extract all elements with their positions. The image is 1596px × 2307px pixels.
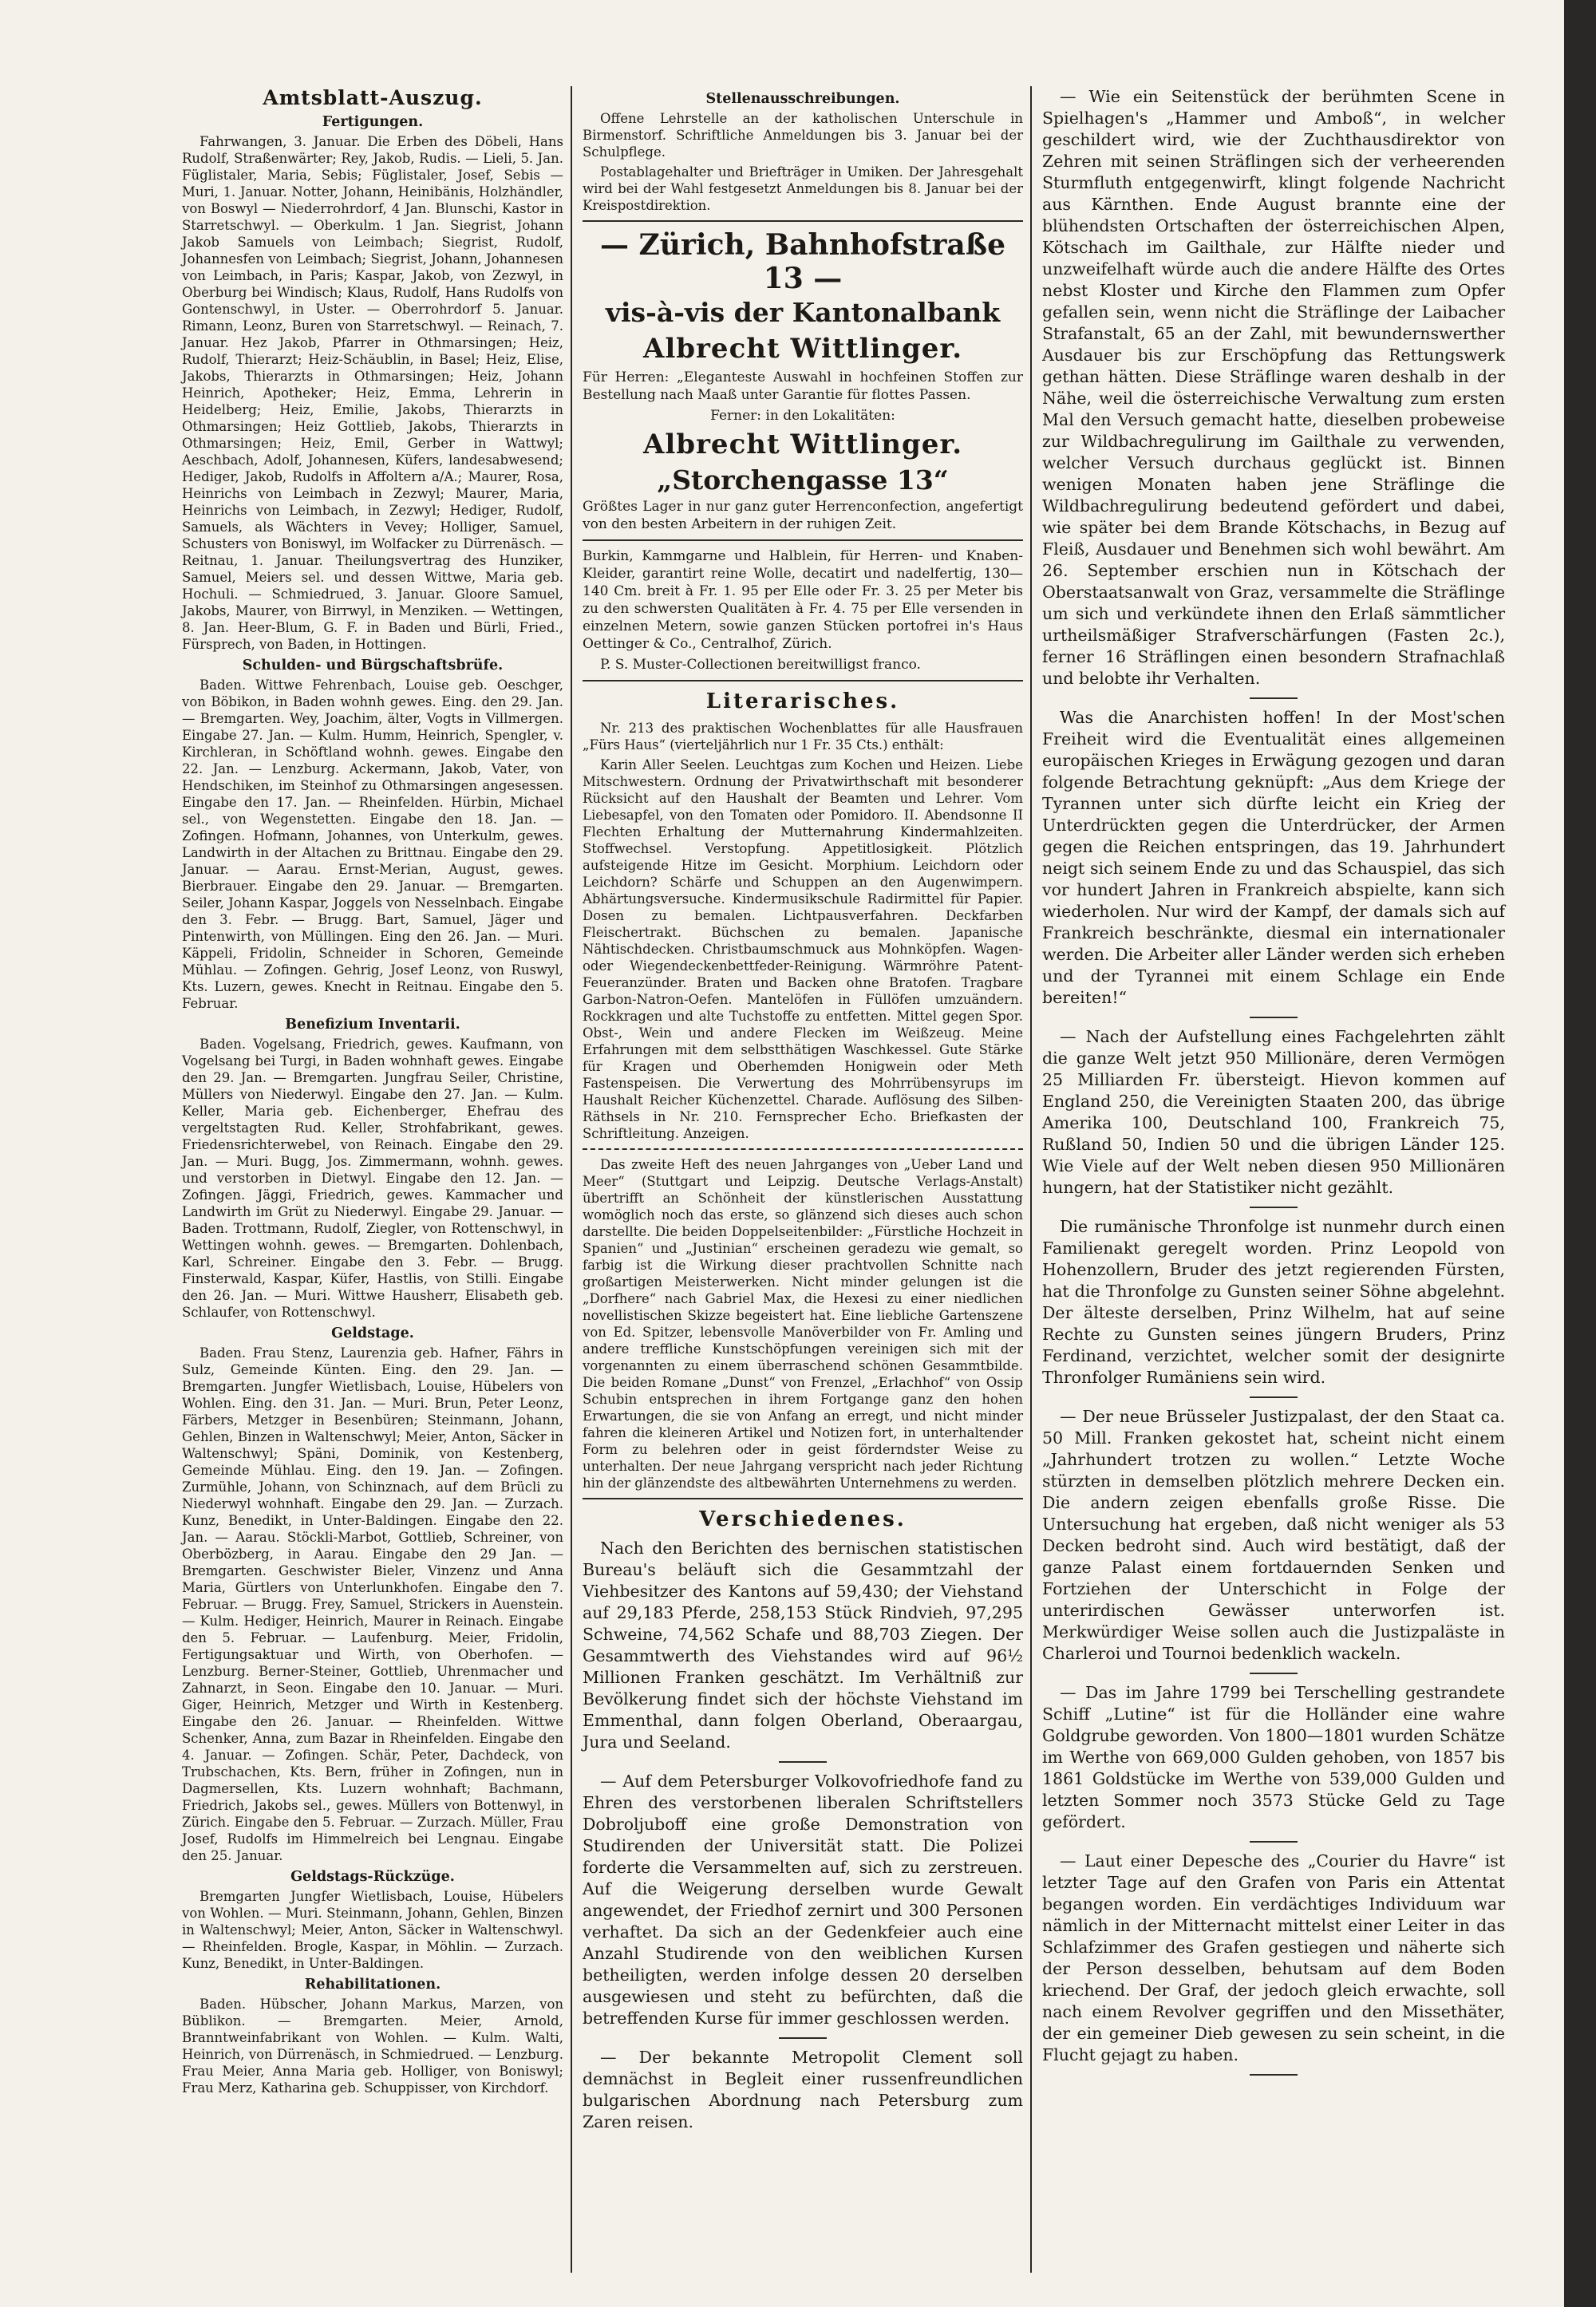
rueckzuege-heading: Geldstags-Rückzüge. xyxy=(290,1869,455,1885)
column-rule-right xyxy=(1030,86,1032,2273)
stellen-text-2: Postablagehalter und Briefträger in Umiken. Der Jahresgehalt wird bei der Wahl festgesetzt Anmeldungen bis 8. Januar bei der Kreispostdirektion. xyxy=(583,164,1023,213)
ad-ps-text: P. S. Muster-Collectionen bereitwilligst franco. xyxy=(600,657,921,673)
schulden-heading: Schulden- und Bürgschaftsbrüfe. xyxy=(242,658,504,674)
geldstage-heading: Geldstage. xyxy=(331,1325,414,1341)
schulden-text: Baden. Wittwe Fehrenbach, Louise geb. Oeschger, von Böbikon, in Baden wohnh gewes. Eing. den 29. Jan. — Bremgarten. Wey, Joachim, älter, Vogts in Villmergen. Eingabe 27. Jan. — Kulm. Humm, Heinrich, Spengler, v. Kirchleran, in Schöftland wohnh. gewes. Eingabe den 22. Jan. — Lenzburg. Ackermann, Jakob, Vater, von Hendschiken, im Steinhof zu Othmarsingen angesessen. Eingabe den 17. Jan. — Rheinfelden. Hürbin, Michael sel., von Wegenstetten. Eingabe den 18. Jan. — Zofingen. Hofmann, Johannes, von Unterkulm, gewes. Landwirth in der Altachen zu Brittnau. Eingabe den 29. Januar. — Aarau. Ernst-Merian, August, gewes. Bierbrauer. Eingabe den 29. Januar. — Bremgarten. Seiler, Johann Kaspar, Joggels von Nesselnbach. Eingabe den 3. Febr. — Brugg. Bart, Samuel, Jäger und Pintenwirth, von Müllingen. Eing den 26. Jan. — Muri. Käppeli, Fridolin, Schneider in Schoren, Gemeinde Mühlau. — Zofingen. Gehrig, Josef Leonz, von Ruswyl, Kts. Luzern, gewes. Knecht in Reitnau. Eingabe den 5. Februar. xyxy=(182,677,563,1011)
amtsblatt-title: Amtsblatt-Auszug. xyxy=(263,86,483,109)
short-divider xyxy=(779,2037,827,2039)
geldstage-text: Baden. Frau Stenz, Laurenzia geb. Hafner, Fährs in Sulz, Gemeinde Künten. Eing. den 29. Jan. — Bremgarten. Jungfer Wietlisbach, Louise, Hübelers von Wohlen. Eing. den 31. Jan. — Muri. Brun, Peter Leonz, Färbers, Metzger in Besenbüren; Steinmann, Johann, Gehlen, Binzen in Waltenschwyl; Meier, Anton, Säcker in Waltenschwyl; Späni, Dominik, von Kestenberg, Gemeinde Mühlau. Eing. den 19. Jan. — Zofingen. Zurmühle, Johann, von Schinznach, auf dem Brücli zu Niederwyl wohnhaft. Eingabe den 29. Jan. — Zurzach. Kunz, Benedikt, in Unter-Baldingen. Eingabe den 22. Jan. — Aarau. Stöckli-Marbot, Gottlieb, Schreiner, von Oberbözberg, in Aarau. Eingabe den 29 Jan. — Bremgarten. Geschwister Bieler, Vinzenz und Anna Maria, Gürtlers von Unterlunkhofen. Eingabe den 7. Februar. — Brugg. Frey, Samuel, Strickers in Auenstein. — Kulm. Hediger, Heinrich, Maurer in Reinach. Eingabe den 5. Februar. — Laufenburg. Meier, Fridolin, Fertigungsaktuar und Wirth, von Oberhofen. — Lenzburg. Berner-Steiner, Gottlieb, Uhrenmacher und Zahnarzt, in Seon. Eingabe den 10. Januar. — Muri. Giger, Heinrich, Metzger und Wirth in Kestenberg. Eingabe den 26. Januar. — Rheinfelden. Wittwe Schenker, Anna, zum Bazar in Rheinfelden. Eingabe den 4. Januar. — Zofingen. Schär, Peter, Dachdeck, von Trubschachen, Kts. Bern, früher in Zofingen, nun in Dagmersellen, Kts. Luzern wohnhaft; Bachmann, Friedrich, Jakobs sel., gewes. Müllers von Bottenwyl, in Zürich. Eingabe den 5. Februar. — Zurzach. Müller, Frau Josef, Rudolfs im Himmelreich bei Lengnau. Eingabe den 25. Januar. xyxy=(182,1345,563,1863)
ad-herren-text: Für Herren: „Eleganteste Auswahl in hochfeinen Stoffen zur Bestellung nach Maaß unter Garantie für flottes Passen. xyxy=(583,369,1023,403)
scan-edge xyxy=(1564,0,1596,2307)
short-divider xyxy=(1250,1017,1298,1018)
ueber-land-und-meer-text: Das zweite Heft des neuen Jahrganges von „Ueber Land und Meer“ (Stuttgart und Leipzig. Deutsche Verlags-Anstalt) übertrifft an Schönheit der künstlerischen Ausstattung womöglich noch das erste, so glänzend sich dieses auch schon darstellte. Die beiden Doppelseitenbilder: „Fürstliche Hochzeit in Spanien“ und „Justinian“ erscheinen geradezu wie gemalt, so farbig ist die Wirkung dieser prachtvollen Schnitte nach großartigen Meisterwerken. Nicht minder gelungen ist die „Dorfhere“ nach Gabriel Max, die Hexesi zu einer niedlichen novellistischen Skizze begeistert hat. Eine liebliche Gartenszene von Ed. Spitzer, lebensvolle Manöverbilder von Fr. Amling und andere treffliche Kunstschöpfungen vereinigen sich mit der vorgenannten zu einem überraschend schönen Gesammtbilde. Die beiden Romane „Dunst“ von Frenzel, „Erlachhof“ von Ossip Schubin entsprechen in ihrem Fortgange ganz den hohen Erwartungen, die sie von Anfang an erregt, und nicht minder fahren die kleineren Artikel und Notizen fort, in unterhaltender Form zu belehren oder in geist förderndster Weise zu unterhalten. Der neue Jahrgang verspricht nach jeder Richtung hin der glänzendste des altbewährten Unternehmens zu werden. xyxy=(583,1157,1023,1491)
fertigungen-text: Fahrwangen, 3. Januar. Die Erben des Döbeli, Hans Rudolf, Straßenwärter; Rey, Jakob, Rudis. — Lieli, 5. Jan. Füglistaler, Maria, Sebis; Füglistaler, Josef, Sebis — Muri, 1. Januar. Notter, Johann, Heinibänis, Holzhändler, von Boswyl — Niederrohrdorf, 4 Jan. Blunschi, Kastor in Starretschwyl. — Oberkulm. 1 Jan. Siegrist, Johann Jakob Samuels von Leimbach; Siegrist, Rudolf, Johannesfen von Leimbach; Siegrist, Johann, Johannesen von Leimbach, in Paris; Kaspar, Jakob, von Zezwyl, in Oberburg bei Windisch; Klaus, Rudolf, Hans Rudolfs von Gontenschwyl, in Uster. — Oberrohrdorf 5. Januar. Rimann, Leonz, Buren von Starretschwyl. — Reinach, 7. Januar. Hez Jakob, Pfarrer in Othmarsingen; Heiz, Rudolf, Thierarzt; Heiz-Schäublin, in Basel; Heiz, Elise, Jakobs, Thierarzts in Othmarsingen; Heiz, Johann Heinrich, Apotheker; Heiz, Emma, Lehrerin in Heidelberg; Heiz, Emilie, Jakobs, Thierarzts in Othmarsingen; Heiz Gottlieb, Jakobs, Thierarzts in Othmarsingen; Heiz, Emil, Gerber in Wattwyl; Aeschbach, Adolf, Johannesen, Küfers, landesabwesend; Hediger, Jakob, Rudolfs in Affoltern a/A.; Maurer, Rosa, Heinrichs von Leimbach in Zezwyl; Maurer, Maria, Heinrichs von Leimbach, in Zezwyl; Hediger, Rudolf, Samuels, als Wächters in Vevey; Holliger, Samuel, Schusters von Boniswyl, im Wolfacker zu Dürrenäsch. — Reitnau, 1. Januar. Theilungsvertrag des Hunziker, Samuel, Meiers sel. und dessen Wittwe, Maria geb. Hochuli. — Schmiedrued, 3. Januar. Gloore Samuel, Jakobs, Maurer, von Birrwyl, in Menziken. — Wettingen, 8. Jan. Heer-Blum, G. F. in Baden und Bürli, Fried., Fürsprech, von Baden, in Hottingen. xyxy=(182,134,563,652)
column-left xyxy=(182,86,563,2100)
dashed-divider xyxy=(583,1148,1023,1150)
article-justizpalast: — Der neue Brüsseler Justizpalast, der den Staat ca. 50 Mill. Franken gekostet hat, scheint nicht einem „Jahrhundert trotzen zu wollen.“ Letzte Woche stürzten in demselben plötzlich mehrere Decken ein. Die andern zeigen ebenfalls große Risse. Die Untersuchung hat ergeben, daß nicht weniger als 53 Decken bedroht sind. Auch wird bestätigt, daß der ganze Palast einem fortdauernden Senken und Fortziehen der Unterschicht in Folge der unterirdischen Gewässer unterworfen ist. Merkwürdiger Weise sollen auch die Justizpaläste in Charleroi und Tournoi bedenklich wackeln. xyxy=(1042,1407,1505,1663)
article-kaernthen: — Wie ein Seitenstück der berühmten Scene in Spielhagen's „Hammer und Amboß“, in welcher geschildert wird, wie der Zuchthausdirektor von Zehren mit seinen Sträflingen sich der verheerenden Sturmfluth entgegenwirft, klingt folgende Nachricht aus Kärnthen. Ende August brannte eine der blühendsten Ortschaften der österreichischen Alpen, Kötschach im Gailthale, zur Hälfte nieder und unzweifelhaft würde auch die andere Hälfte des Ortes nebst Kloster und Kirche den Flammen zum Opfer gefallen sein, wenn nicht die Sträflinge der Laibacher Strafanstalt, 65 an der Zahl, mit bewundernswerther Ausdauer bis zur Erschöpfung das Rettungswerk gethan hätten. Diese Sträflinge waren deshalb in der Nähe, weil die österreichische Verwaltung zum ersten Mal den Versuch gemacht hatte, dieselben probeweise zur Wildbachregulirung im Gailthale zu verwenden, welcher Versuch durchaus geglückt ist. Binnen wenigen Monaten haben jene Sträflinge die Wildbachregulirung bedeutend gefördert und dabei, wie später bei dem Brande Kötschachs, in Bezug auf Fleiß, Ausdauer und Benehmen sich wohl bewährt. Am 26. September erschien nun in Kötschach der Oberstaatsanwalt von Graz, versammelte die Sträflinge um sich und verkündete ihnen den Erlaß sämmtlicher urtheilsmäßiger Strafverschärfungen (Fasten 2c.), ferner 16 Sträflingen einen besondern Strafnachlaß und belobte ihr Verhalten. xyxy=(1042,87,1505,688)
article-lutine: — Das im Jahre 1799 bei Terschelling gestrandete Schiff „Lutine“ ist für die Holländer eine wahre Goldgrube geworden. Von 1800—1801 wurden Schätze im Werthe von 669,000 Gulden gehoben, von 1857 bis 1861 Goldstücke im Werthe von 539,000 Gulden und letzten Sommer noch 3573 Stücke Geld zu Tage gefördert. xyxy=(1042,1683,1505,1831)
benefizium-heading: Benefizium Inventarii. xyxy=(285,1017,460,1033)
verschiedenes-metropolit: — Der bekannte Metropolit Clement soll demnächst in Begleit einer russenfreundlichen bulgarischen Abordnung nach Petersburg zum Zaren reisen. xyxy=(583,2048,1023,2131)
ad-lager-text: Größtes Lager in nur ganz guter Herrenconfection, angefertigt von den besten Arbeitern in der ruhigen Zeit. xyxy=(583,499,1023,532)
verschiedenes-heading: Verschiedenes. xyxy=(699,1507,907,1531)
verschiedenes-viehstand: Nach den Berichten des bernischen statistischen Bureau's beläuft sich die Gesammtzahl der Viehbesitzer des Kantons auf 59,430; der Viehstand auf 29,183 Pferde, 258,153 Stück Rindvieh, 97,295 Schweine, 74,562 Schafe und 88,703 Ziegen. Der Gesammtwerth des Viehstandes wird auf 96½ Millionen Franken geschätzt. Im Verhältniß zur Bevölkerung findet sich der höchste Viehstand im Emmenthal, dann folgen Oberland, Oberaargau, Jura und Seeland. xyxy=(583,1539,1023,1752)
stellen-heading: Stellenausschreibungen. xyxy=(705,91,900,107)
stellen-text-1: Offene Lehrstelle an der katholischen Unterschule in Birmenstorf. Schriftliche Anmeldungen bis 3. Januar bei der Schulpflege. xyxy=(583,111,1023,160)
ad-street-line: „Storchengasse 13“ xyxy=(657,464,949,496)
divider xyxy=(583,539,1023,541)
benefizium-text: Baden. Vogelsang, Friedrich, gewes. Kaufmann, von Vogelsang bei Turgi, in Baden wohnhaft gewes. Eingabe den 29. Jan. — Bremgarten. Jungfrau Seiler, Christine, Müllers von Niederwyl. Eingabe den 27. Jan. — Kulm. Keller, Maria geb. Eichenberger, Ehefrau des vergeltstagten Rud. Keller, Strohfabrikant, gewes. Friedensrichterwebel, von Reinach. Eingabe den 29. Jan. — Muri. Bugg, Jos. Zimmermann, wohnh. gewes. und verstorben in Dietwyl. Eingabe den 12. Jan. — Zofingen. Jäggi, Friedrich, gewes. Kammacher und Landwirth im Grüt zu Niederwyl. Eingabe 29. Januar. — Baden. Trottmann, Rudolf, Ziegler, von Rottenschwyl, in Wettingen wohnh. gewes. — Bremgarten. Dohlenbach, Karl, Schreiner. Eingabe den 3. Febr. — Brugg. Finsterwald, Kaspar, Küfer, Hastlis, von Stilli. Eingabe den 26. Jan. — Muri. Wittwe Hausherr, Elisabeth geb. Schlaufer, von Rottenschwyl. xyxy=(182,1037,563,1320)
ad-company-name: Albrecht Wittlinger. xyxy=(642,333,963,365)
literarisches-contents: Karin Aller Seelen. Leuchtgas zum Kochen und Heizen. Liebe Mitschwestern. Ordnung der Privatwirthschaft mit besonderer Rücksicht auf den Haushalt der Beamten und Lehrer. Vom Liebesapfel, von den Tomaten oder Pomidoro. II. Abendsonne II Flechten Erhaltung der Mutternahrung Kindermahlzeiten. Stoffwechsel. Verstopfung. Appetitlosigkeit. Plötzlich aufsteigende Hitze im Gesicht. Morphium. Leichdorn oder Leichdorn? Schärfe und Schuppen an den Augenwimpern. Abhärtungsversuche. Kindermusikschule Radirmittel für Papier. Dosen zu bemalen. Lichtpausverfahren. Deckfarben Fleischertrakt. Büchschen zu bemalen. Japanische Nähtischdecken. Christbaumschmuck aus Mohnköpfen. Wagen- oder Wiegendeckenbettfeder-Reinigung. Wärmröhre Patent-Feueranzünder. Braten und Backen ohne Bratofen. Tragbare Garbon-Natron-Oefen. Mantelöfen in Füllöfen umzuändern. Rockkragen und alte Tuchstoffe zu entfetten. Mittel gegen Spor. Obst-, Wein und andere Flecken im Weißzeug. Meine Erfahrungen mit dem selbstthätigen Waschkessel. Gute Stärke für Kragen und Oberhemden Honigwein oder Meth Fastenspeisen. Die Verwertung des Mohrrübensyrups im Haushalt Reicher Küchenzettel. Charade. Auflösung des Silben-Räthsels in Nr. 210. Fernsprecher Echo. Briefkasten der Schriftleitung. Anzeigen. xyxy=(583,757,1023,1141)
rueckzuege-text: Bremgarten Jungfer Wietlisbach, Louise, Hübelers von Wohlen. — Muri. Steinmann, Johann, Gehlen, Binzen in Waltenschwyl; Meier, Anton, Säcker in Waltenschwyl. — Rheinfelden. Brogle, Kaspar, in Möhlin. — Zurzach. Kunz, Benedikt, in Unter-Baldingen. xyxy=(182,1889,563,1971)
short-divider xyxy=(1250,1673,1298,1674)
column-rule-left xyxy=(571,86,572,2273)
literarisches-intro: Nr. 213 des praktischen Wochenblattes für alle Hausfrauen „Fürs Haus“ (vierteljährlich nur 1 Fr. 35 Cts.) enthält: xyxy=(583,721,1023,753)
ad-company-name-2: Albrecht Wittlinger. xyxy=(642,429,963,460)
short-divider xyxy=(1250,1396,1298,1398)
verschiedenes-petersburg: — Auf dem Petersburger Volkovofriedhofe fand zu Ehren des verstorbenen liberalen Schriftstellers Dobroljuboff eine große Demonstration von Studirenden der Universität statt. Die Polizei forderte die Versammelten auf, sich zu zerstreuen. Auf die Weigerung derselben wurde Gewalt angewendet, der Friedhof zernirt und 300 Personen verhaftet. Da sich an der Gedenkfeier auch eine Anzahl Studirende von den weiblichen Kursen betheiligten, werden infolge dessen 20 derselben ausgewiesen und steht zu befürchten, daß die betreffenden Kurse für immer geschlossen werden. xyxy=(583,1772,1023,2028)
ad-burkin-text: Burkin, Kammgarne und Halblein, für Herren- und Knaben-Kleider, garantirt reine Wolle, decatirt und nadelfertig, 130—140 Cm. breit à Fr. 1. 95 per Elle oder Fr. 3. 25 per Meter bis zu den schwersten Qualitäten à Fr. 4. 75 per Elle versenden in einzelnen Metern, sowie ganzen Stücken portofrei in's Haus Oettinger & Co., Centralhof, Zürich. xyxy=(583,548,1023,652)
divider xyxy=(583,680,1023,681)
article-graf-von-paris: — Laut einer Depesche des „Courier du Havre“ ist letzter Tage auf den Grafen von Paris ein Attentat begangen worden. Ein verdächtiges Individuum war nämlich in der Mitternacht mittelst einer Leiter in das Schlafzimmer des Grafen gestiegen und näherte sich der Person desselben, behutsam auf dem Boden kriechend. Der Graf, der jedoch gleich erwachte, soll nach einem Revolver gegriffen und den Missethäter, der ein gemeiner Dieb gewesen zu sein scheint, in die Flucht gejagt zu haben. xyxy=(1042,1851,1505,2064)
article-anarchisten: Was die Anarchisten hoffen! In der Most'schen Freiheit wird die Eventualität eines allgemeinen europäischen Krieges in Erwägung gezogen und daran folgende Betrachtung geknüpft: „Aus dem Kriege der Tyrannen unter sich dürfte leicht ein Krieg der Unterdrückten gegen die Unterdrücker, der Armen gegen die Reichen entspringen, das 19. Jahrhundert neigt sich seinem Ende zu und das Schauspiel, das sich vor hundert Jahren in Frankreich abspielte, kann sich wiederholen. Nur wird der Kampf, der damals sich auf Frankreich beschränkte, diesmal ein internationaler werden. Die Arbeiter aller Länder werden sich erheben und der Tyrannei mit einem Schlage ein Ende bereiten!“ xyxy=(1042,708,1505,1007)
ad-kantonalbank-line: vis-à-vis der Kantonalbank xyxy=(605,297,1001,328)
short-divider xyxy=(1250,1207,1298,1208)
literarisches-heading: Literarisches. xyxy=(705,689,900,713)
divider xyxy=(583,1498,1023,1499)
oettinger-advertisement xyxy=(583,547,1023,674)
short-divider xyxy=(779,1761,827,1763)
article-rumaenien: Die rumänische Thronfolge ist nunmehr durch einen Familienakt geregelt worden. Prinz Leopold von Hohenzollern, Bruder des jetzt regierenden Fürsten, hat die Thronfolge zu Gunsten seiner Söhne abgelehnt. Der älteste derselben, Prinz Wilhelm, hat auf seine Rechte zu Gunsten seines jüngern Bruders, Prinz Ferdinand, verzichtet, welcher somit der designirte Thronfolger Rumäniens sein wird. xyxy=(1042,1217,1505,1387)
wittlinger-advertisement xyxy=(583,228,1023,533)
divider xyxy=(583,220,1023,222)
short-divider xyxy=(1250,2074,1298,2076)
column-middle xyxy=(583,86,1023,2136)
rehabilitationen-heading: Rehabilitationen. xyxy=(304,1977,441,1993)
article-millionaere: — Nach der Aufstellung eines Fachgelehrten zählt die ganze Welt jetzt 950 Millionäre, deren Vermögen 25 Milliarden Fr. übersteigt. Hievon kommen auf England 250, die Vereinigten Staaten 200, das übrige Amerika 100, Deutschland 100, Frankreich 75, Rußland 50, Indien 50 und die übrigen Länder 125. Wie Viele auf der Welt neben diesen 950 Millionären hungern, hat der Statistiker nicht gezählt. xyxy=(1042,1027,1505,1197)
rehabilitationen-text: Baden. Hübscher, Johann Markus, Marzen, von Büblikon. — Bremgarten. Meier, Arnold, Branntweinfabrikant von Wohlen. — Kulm. Walti, Heinrich, von Dürrenäsch, in Schmiedrued. — Lenzburg. Frau Meier, Anna Maria geb. Holliger, von Boniswyl; Frau Merz, Katharina geb. Schuppisser, von Kirchdorf. xyxy=(182,1997,563,2096)
fertigungen-heading: Fertigungen. xyxy=(322,114,424,130)
column-right xyxy=(1042,86,1505,2084)
ad-lokalitaeten-text: Ferner: in den Lokalitäten: xyxy=(710,408,895,424)
short-divider xyxy=(1250,1841,1298,1843)
ad-address-line: — Zürich, Bahnhofstraße 13 — xyxy=(599,228,1005,295)
short-divider xyxy=(1250,697,1298,699)
